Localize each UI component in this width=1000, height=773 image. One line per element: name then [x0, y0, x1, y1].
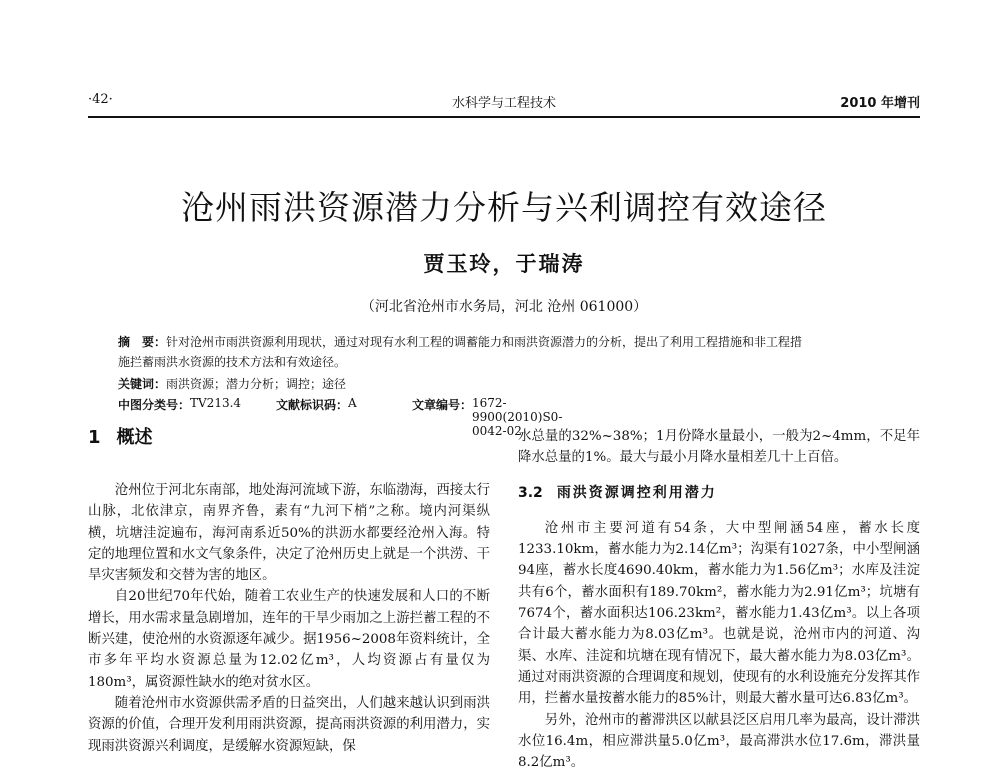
section-1-paragraph-3: 随着沧州市水资源供需矛盾的日益突出，人们越来越认识到雨洪资源的价值，合理开发利用雨洪资源，提高雨洪资源的利用潜力，实现雨洪资源兴利调度，是缓解水资源短缺，保 [88, 695, 490, 754]
abstract-label: 摘 要： [118, 335, 167, 349]
continued-paragraph: 水总量的32%~38%；1月份降水量最小，一般为2~4mm，不足年降水总量的1%。最大与最小月降水量相差几十上百倍。 [518, 429, 920, 466]
keywords-label: 关键词： [118, 377, 167, 391]
article-authors: 贾玉玲，于瑞涛 [423, 251, 585, 276]
section-3-2-paragraph-2: 另外，沧州市的蓄滞洪区以献县泛区启用几率为最高，设计滞洪水位16.4m，相应滞洪量5.0亿m³，最高滞洪水位17.6m，滞洪量8.2亿m³。 [518, 712, 920, 771]
section-1-heading: 1 概述 [88, 427, 153, 448]
left-column [88, 426, 490, 757]
section-1-paragraph-1: 沧州位于河北东南部，地处海河流域下游，东临渤海，西接太行山脉，北依津京，南界齐鲁，素有“九河下梢”之称。境内河渠纵横，坑塘洼淀遍布，海河南系近50%的洪沥水都要经沧州入海。特定的地理位置和水文气象条件，决定了沧州历史上就是一个洪涝、干旱灾害频发和交替为害的地区。 [88, 483, 490, 584]
section-3-2-heading: 3.2 雨洪资源调控利用潜力 [518, 484, 717, 501]
running-header [88, 90, 920, 118]
page-number: ·42· [88, 92, 113, 107]
clc-number: 中图分类号： TV213.4 [118, 396, 242, 412]
abstract-line-1 [118, 332, 918, 352]
issue-label: 2010 年增刊 [840, 96, 920, 111]
article-id: 文章编号： 1672-9900(2010)S0-0042-02 [412, 396, 563, 438]
right-column [518, 426, 920, 773]
keywords-value: 雨洪资源；潜力分析；调控；途径 [166, 377, 347, 391]
section-3-2-paragraph-1: 沧州市主要河道有54条，大中型闸涵54座，蓄水长度1233.10km，蓄水能力为2.14亿m³；沟渠有1027条，中小型闸涵94座，蓄水长度4690.40km，蓄水能力为1.56亿m³；水库及洼淀共有6个，蓄水面积有189.70km²，蓄水能力为2.91亿m³；坑塘有7674个，蓄水面积达106.23km²，蓄水能力1.43亿m³。以上各项合计最大蓄水能力为8.03亿m³。也就是说，沧州市内的河道、沟渠、水库、洼淀和坑塘在现有情况下，最大蓄水能力为8.03亿m³。通过对雨洪资源的合理调度和规划，使现有的水利设施充分发挥其作用，拦蓄水量按蓄水能力的85%计，则最大蓄水量可达6.83亿m³。 [518, 520, 920, 707]
section-1-paragraph-2: 自20世纪70年代始，随着工农业生产的快速发展和人口的不断增长，用水需求量急剧增加，连年的干旱少雨加之上游拦蓄工程的不断兴建，使沧州的水资源逐年减少。据1956~2008年资料统计，全市多年平均水资源总量为12.02亿m³，人均资源占有量仅为180m³，属资源性缺水的绝对贫水区。 [88, 589, 490, 690]
keywords [118, 374, 918, 394]
abstract-text-1: 针对沧州市雨洪资源利用现状，通过对现有水利工程的调蓄能力和雨洪资源潜力的分析，提出了利用工程措施和非工程措 [166, 335, 803, 349]
abstract-line-2: 施拦蓄雨洪水资源的技术方法和有效途径。 [118, 355, 347, 369]
article-title: 沧州雨洪资源潜力分析与兴利调控有效途径 [181, 188, 827, 227]
journal-name: 水科学与工程技术 [451, 96, 556, 111]
article-affiliation: （河北省沧州市水务局，河北 沧州 061000） [360, 299, 648, 315]
document-code: 文献标识码： A [276, 396, 357, 412]
